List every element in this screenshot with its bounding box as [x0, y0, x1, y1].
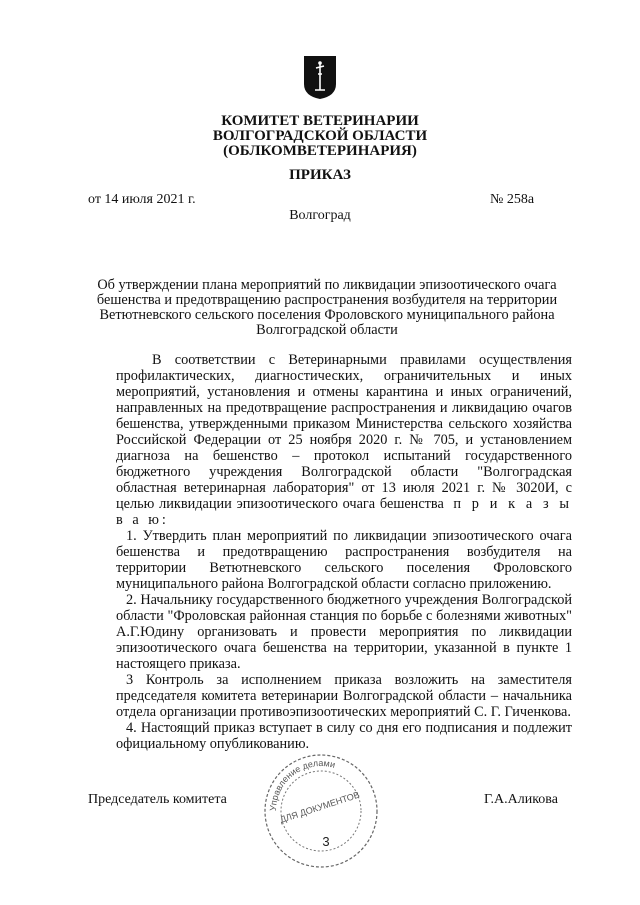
order-number: № 258а [490, 192, 535, 207]
org-name-line-2: ВОЛГОГРАДСКОЙ ОБЛАСТИ [212, 128, 428, 144]
order-subject [82, 278, 572, 338]
org-name-line-3: (ОБЛКОМВЕТЕРИНАРИЯ) [223, 143, 417, 159]
official-stamp [262, 752, 380, 870]
stamp-inner-text: ДЛЯ ДОКУМЕНТОВ [278, 789, 361, 825]
document-type-title: ПРИКАЗ [289, 167, 351, 183]
subject-line: бешенства и предотвращению распространения возбудителя на территории [96, 292, 558, 308]
stamp-arc-text: Управление делами [267, 757, 337, 812]
order-body [116, 352, 572, 752]
preamble-text: В соответствии с Ветеринарными правилами осуществления профилактических, диагностических, ограничительных и иных мероприятий, установления и отмены карантина и иных ограничений, направленных на предотвращение распространения и ликвидацию очагов бешенства, утвержденными приказом Министерства сельского хозяйства Российской Федерации от 25 ноября 2020 г. № 705, и установлением диагноза на бешенство – протокол испытаний государственного бюджетного учреждения Волгоградской области "Волгоградская областная ветеринарная лаборатория" от 13 июля 2021 г. № 3020И, с целью ликвидации эпизоотического очага бешенства [116, 352, 572, 512]
order-city: Волгоград [289, 208, 351, 223]
coat-of-arms-emblem [302, 54, 338, 100]
order-item-3: 3 Контроль за исполнением приказа возложить на заместителя председателя комитета ветеринарии Волгоградской области – начальника отдела организации противоэпизоотических мероприятий С. Г. Гиченкова. [116, 672, 572, 720]
org-name-line-1: КОМИТЕТ ВЕТЕРИНАРИИ [221, 113, 419, 129]
order-item-4: 4. Настоящий приказ вступает в силу со дня его подписания и подлежит официальному опубликованию. [116, 720, 572, 752]
subject-line: Ветютневского сельского поселения Фроловского муниципального района [99, 307, 555, 323]
order-word: п р и к а з ы в а ю: [116, 496, 572, 528]
signer-name: Г.А.Аликова [484, 792, 558, 807]
order-item-2: 2. Начальнику государственного бюджетного учреждения Волгоградской области "Фроловская районная станция по борьбе с болезнями животных" А.Г.Юдину организовать и провести мероприятия по ликвидации эпизоотического очага бешенства на территории, указанной в пункте 1 настоящего приказа. [116, 592, 572, 672]
stamp-number: 3 [322, 834, 330, 849]
preamble-paragraph [116, 352, 572, 528]
order-date: от 14 июля 2021 г. [88, 192, 196, 207]
signer-role: Председатель комитета [88, 792, 227, 807]
subject-line: Об утверждении плана мероприятий по ликвидации эпизоотического очага [97, 277, 557, 293]
order-item-1: 1. Утвердить план мероприятий по ликвидации эпизоотического очага бешенства и предотвращению распространения возбудителя на территории Ветютневского сельского поселения Фроловского муниципального района Волгоградской области согласно приложению. [116, 528, 572, 592]
subject-line: Волгоградской области [256, 322, 398, 338]
